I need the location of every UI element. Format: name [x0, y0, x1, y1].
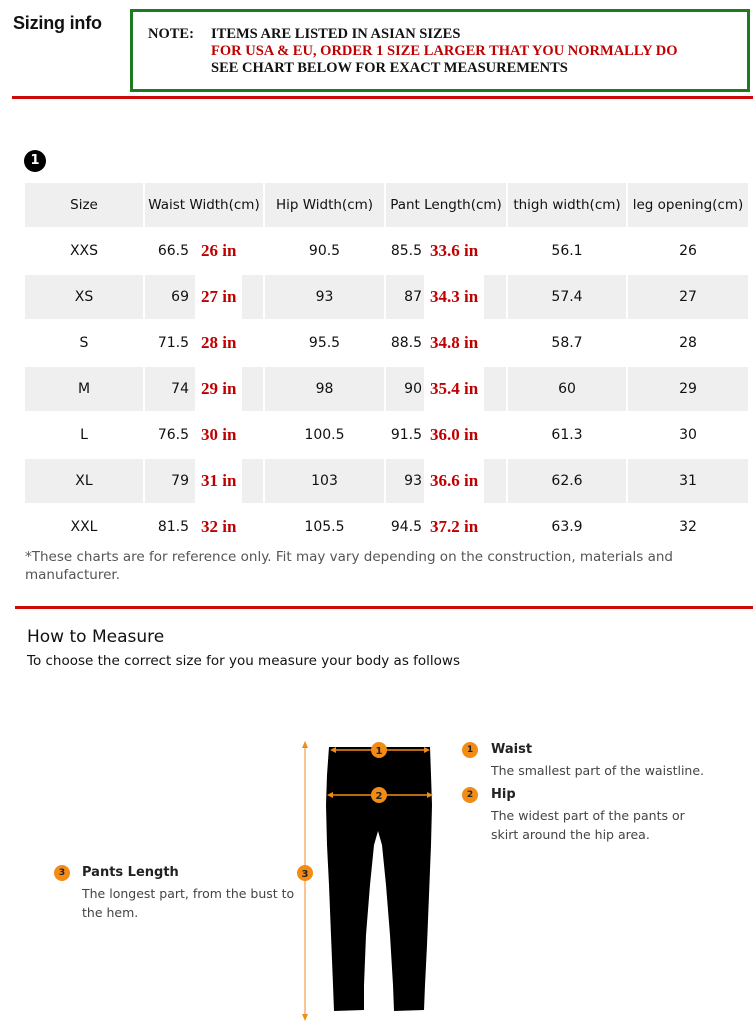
size-cell: [25, 413, 143, 457]
waist-cm-value: 69: [171, 289, 189, 305]
note-line-see-chart: SEE CHART BELOW FOR EXACT MEASUREMENTS: [211, 60, 568, 76]
leg-opening-cm-value: 30: [679, 427, 697, 443]
size-cell: [25, 321, 143, 365]
column-header-waist: Waist Width(cm): [145, 183, 263, 227]
thigh-cell: [508, 321, 626, 365]
sizing-info-title: Sizing info: [13, 13, 102, 33]
thigh-cell: [508, 505, 626, 549]
size-cell: [25, 505, 143, 549]
pant-length-cell: [386, 321, 506, 365]
thigh-cm-value: 57.4: [551, 289, 583, 305]
table-row: [25, 321, 748, 367]
pants-measure-diagram: [290, 735, 450, 1024]
length-cm-value: 91.5: [390, 427, 422, 443]
hip-legend-desc-line1: The widest part of the pants or: [491, 808, 685, 823]
hip-legend-title: Hip: [491, 787, 516, 802]
leg-opening-cell: [628, 275, 748, 319]
thigh-cell: [508, 367, 626, 411]
pants-length-marker-icon: 3: [54, 865, 70, 881]
leg-opening-cm-value: 31: [679, 473, 697, 489]
how-to-measure-title: How to Measure: [27, 627, 165, 647]
note-line-order-larger: FOR USA & EU, ORDER 1 SIZE LARGER THAT YOU NORMALLY DO: [211, 43, 678, 59]
leg-opening-cell: [628, 413, 748, 457]
section-divider-middle: [15, 606, 753, 609]
column-header-size: Size: [25, 183, 143, 227]
length-cm-value: 87: [404, 289, 422, 305]
note-label: NOTE:: [148, 26, 194, 42]
size-label: M: [77, 381, 91, 397]
pant-length-cell: [386, 505, 506, 549]
hip-cell: [265, 275, 384, 319]
pant-length-cell: [386, 229, 506, 273]
waist-inch-value: 31 in: [195, 459, 242, 503]
length-cm-value: 85.5: [390, 243, 422, 259]
hip-cm-value: 98: [315, 381, 334, 397]
hip-cm-value: 103: [311, 473, 338, 489]
length-arrow-bottom: [302, 1014, 308, 1021]
table-row: [25, 275, 748, 321]
length-arrow-top: [302, 741, 308, 748]
size-label: L: [80, 427, 88, 443]
pants-silhouette: [326, 747, 432, 1011]
size-label: XXL: [70, 519, 98, 535]
thigh-cell: [508, 275, 626, 319]
leg-opening-cm-value: 29: [679, 381, 697, 397]
thigh-cm-value: 60: [558, 381, 576, 397]
size-cell: [25, 367, 143, 411]
hip-cm-value: 105.5: [304, 519, 345, 535]
size-label: XL: [75, 473, 93, 489]
table-row: [25, 459, 748, 505]
waist-marker-label: 1: [375, 746, 383, 757]
thigh-cell: [508, 229, 626, 273]
column-header-hip: Hip Width(cm): [265, 183, 384, 227]
length-inch-value: 33.6 in: [430, 241, 479, 260]
waist-marker-icon: 1: [462, 742, 478, 758]
waist-cell: [145, 413, 263, 457]
leg-opening-cell: [628, 367, 748, 411]
waist-cell: [145, 459, 263, 503]
leg-opening-cm-value: 28: [679, 335, 697, 351]
hip-cell: [265, 505, 384, 549]
size-cell: [25, 229, 143, 273]
hip-cell: [265, 459, 384, 503]
hip-cell: [265, 413, 384, 457]
column-header-pant-length: Pant Length(cm): [386, 183, 506, 227]
size-label: XS: [74, 289, 94, 305]
waist-cell: [145, 275, 263, 319]
length-inch-value: 36.6 in: [424, 459, 484, 503]
waist-cm-value: 71.5: [157, 335, 189, 351]
column-header-thigh: thigh width(cm): [508, 183, 626, 227]
hip-cm-value: 93: [315, 289, 334, 305]
waist-inch-value: 30 in: [201, 425, 237, 444]
waist-cell: [145, 367, 263, 411]
table-row: [25, 367, 748, 413]
length-cm-value: 88.5: [390, 335, 422, 351]
waist-inch-value: 28 in: [201, 333, 237, 352]
length-cm-value: 94.5: [390, 519, 422, 535]
leg-opening-cell: [628, 321, 748, 365]
waist-legend-desc: The smallest part of the waistline.: [491, 763, 705, 778]
pants-length-legend-title: Pants Length: [82, 865, 179, 880]
hip-cm-value: 95.5: [308, 335, 341, 351]
waist-inch-value: 26 in: [201, 241, 237, 260]
length-inch-value: 36.0 in: [430, 425, 479, 444]
waist-cm-value: 79: [171, 473, 189, 489]
pant-length-cell: [386, 413, 506, 457]
section-divider-top: [12, 96, 753, 99]
how-to-measure-subtitle: To choose the correct size for you measure your body as follows: [27, 653, 460, 669]
length-inch-value: 35.4 in: [424, 367, 484, 411]
table-row: [25, 413, 748, 459]
waist-cell: [145, 229, 263, 273]
length-inch-value: 34.3 in: [424, 275, 484, 319]
thigh-cm-value: 58.7: [551, 335, 583, 351]
thigh-cm-value: 62.6: [551, 473, 583, 489]
leg-opening-cell: [628, 459, 748, 503]
waist-cell: [145, 321, 263, 365]
pants-length-legend-desc-line2: the hem.: [82, 905, 139, 920]
length-inch-value: 37.2 in: [430, 517, 479, 536]
hip-marker-label: 2: [375, 791, 383, 802]
hip-cm-value: 100.5: [304, 427, 345, 443]
waist-cm-value: 76.5: [157, 427, 189, 443]
hip-cell: [265, 367, 384, 411]
pant-length-cell: [386, 275, 506, 319]
hip-marker-icon: 2: [462, 787, 478, 803]
length-cm-value: 93: [404, 473, 422, 489]
waist-legend-title: Waist: [491, 742, 533, 757]
waist-cm-value: 74: [171, 381, 189, 397]
leg-opening-cm-value: 32: [679, 519, 697, 535]
hip-cell: [265, 321, 384, 365]
waist-cm-value: 81.5: [157, 519, 189, 535]
leg-opening-cm-value: 27: [679, 289, 697, 305]
size-label: XXS: [69, 243, 99, 259]
asian-size-note-box: [130, 9, 750, 92]
waist-inch-value: 32 in: [201, 517, 237, 536]
waist-cell: [145, 505, 263, 549]
size-label: S: [79, 335, 89, 351]
thigh-cell: [508, 413, 626, 457]
waist-inch-value: 27 in: [195, 275, 242, 319]
leg-opening-cell: [628, 505, 748, 549]
thigh-cm-value: 63.9: [551, 519, 583, 535]
pants-length-legend-desc-line1: The longest part, from the bust to: [82, 886, 295, 901]
table-header-row: [25, 183, 748, 229]
thigh-cm-value: 56.1: [551, 243, 583, 259]
pant-length-cell: [386, 459, 506, 503]
size-chart-table: [25, 183, 748, 551]
hip-cm-value: 90.5: [308, 243, 341, 259]
leg-opening-cell: [628, 229, 748, 273]
hip-legend-desc-line2: skirt around the hip area.: [491, 827, 650, 842]
hip-cell: [265, 229, 384, 273]
length-cm-value: 90: [404, 381, 422, 397]
thigh-cell: [508, 459, 626, 503]
chart-disclaimer: *These charts are for reference only. Fit may vary depending on the construction, materials and manufacturer.: [25, 549, 673, 583]
table-body: [25, 229, 748, 551]
column-header-leg-opening: leg opening(cm): [628, 183, 748, 227]
waist-inch-value: 29 in: [195, 367, 242, 411]
step-number-badge: 1: [24, 150, 46, 172]
note-line-asian-sizes: ITEMS ARE LISTED IN ASIAN SIZES: [211, 26, 461, 42]
size-cell: [25, 275, 143, 319]
length-inch-value: 34.8 in: [430, 333, 479, 352]
size-cell: [25, 459, 143, 503]
waist-cm-value: 66.5: [157, 243, 189, 259]
pant-length-cell: [386, 367, 506, 411]
table-row: [25, 505, 748, 551]
length-marker-label: 3: [301, 869, 309, 880]
table-row: [25, 229, 748, 275]
thigh-cm-value: 61.3: [551, 427, 583, 443]
leg-opening-cm-value: 26: [679, 243, 697, 259]
